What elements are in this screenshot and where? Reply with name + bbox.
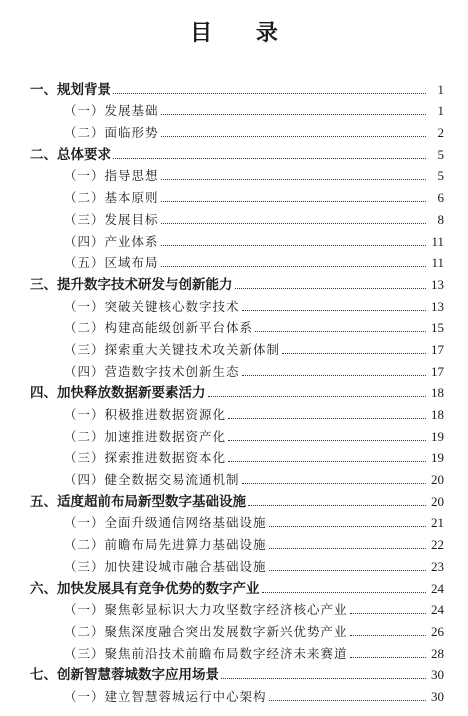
- toc-dot-leader: [161, 244, 426, 246]
- toc-section-entry[interactable]: [0, 336, 468, 358]
- toc-section-entry[interactable]: [0, 358, 468, 380]
- toc-page-number: 22: [431, 537, 444, 553]
- toc-section-entry[interactable]: [0, 510, 468, 532]
- toc-entry-label: （一）聚焦彰显标识大力攻坚数字经济核心产业: [64, 602, 348, 618]
- toc-entry-label: （五）区域布局: [64, 255, 159, 271]
- toc-dot-leader: [208, 395, 427, 397]
- toc-page-number: 24: [431, 602, 444, 618]
- toc-section-entry[interactable]: [0, 184, 468, 206]
- toc-dot-leader: [161, 135, 426, 137]
- toc-entry-label: （二）前瞻布局先进算力基础设施: [64, 537, 267, 553]
- toc-page-number: 6: [437, 190, 444, 206]
- toc-page-number: 18: [431, 385, 444, 401]
- toc-entry-label: （二）构建高能级创新平台体系: [64, 320, 254, 336]
- toc-section-entry[interactable]: [0, 423, 468, 445]
- toc-chapter-entry[interactable]: [0, 380, 468, 402]
- toc-page-number: 5: [437, 168, 444, 184]
- toc-dot-leader: [269, 547, 426, 549]
- toc-entry-label: （一）积极推进数据资源化: [64, 407, 227, 422]
- toc-title: 目 录: [190, 20, 296, 46]
- toc-dot-leader: [113, 92, 426, 94]
- toc-dot-leader: [161, 265, 426, 267]
- toc-chapter-entry[interactable]: [0, 488, 468, 510]
- toc-entry-label: （二）面临形势: [64, 125, 159, 141]
- toc-entry-label: （三）探索推进数据资本化: [64, 450, 227, 466]
- toc-page-number: 17: [431, 363, 444, 379]
- toc-section-entry[interactable]: [0, 315, 468, 337]
- toc-entry-label: （二）加速推进数据资产化: [64, 428, 227, 444]
- toc-entry-label: 四、加快释放数据新要素活力: [30, 385, 206, 402]
- toc-page-number: 1: [437, 81, 444, 97]
- toc-page-number: 20: [431, 493, 444, 509]
- toc-page-number: 21: [431, 515, 444, 531]
- toc-section-entry[interactable]: [0, 98, 468, 120]
- toc-section-entry[interactable]: [0, 401, 468, 423]
- toc-entry-label: （三）发展目标: [64, 211, 159, 227]
- toc-entry-label: 一、规划背景: [30, 81, 111, 98]
- toc-dot-leader: [228, 439, 426, 441]
- toc-chapter-entry[interactable]: [0, 76, 468, 98]
- toc-dot-leader: [242, 482, 426, 484]
- toc-dot-leader: [269, 569, 426, 571]
- toc-chapter-entry[interactable]: [0, 141, 468, 163]
- toc-entry-label: （二）基本原则: [64, 190, 159, 206]
- toc-page-number: 15: [431, 320, 444, 336]
- toc-page-number: 11: [431, 255, 444, 271]
- toc-section-entry[interactable]: [0, 293, 468, 315]
- toc-page-number: 24: [431, 580, 444, 596]
- toc-dot-leader: [161, 200, 426, 202]
- toc-section-entry[interactable]: [0, 618, 468, 640]
- toc-dot-leader: [248, 504, 426, 506]
- toc-entry-label: 七、创新智慧蓉城数字应用场景: [30, 667, 219, 684]
- toc-entry-label: （三）探索重大关键技术攻关新体制: [64, 341, 281, 357]
- toc-entry-label: （四）营造数字技术创新生态: [64, 363, 240, 379]
- toc-page-number: 30: [431, 667, 444, 683]
- toc-page-number: 13: [431, 276, 444, 292]
- toc-entry-label: （四）健全数据交易流通机制: [64, 472, 240, 488]
- toc-dot-leader: [235, 287, 427, 289]
- toc-dot-leader: [161, 178, 426, 180]
- toc-page-number: 5: [437, 146, 444, 162]
- toc-entry-label: 六、加快发展具有竞争优势的数字产业: [30, 580, 260, 597]
- toc-chapter-entry[interactable]: [0, 271, 468, 293]
- toc-dot-leader: [262, 591, 427, 593]
- toc-chapter-entry[interactable]: [0, 575, 468, 597]
- toc-page-number: 13: [431, 298, 444, 314]
- toc-page-number: 23: [431, 558, 444, 574]
- toc-page-number: 17: [431, 341, 444, 357]
- toc-dot-leader: [113, 157, 426, 159]
- toc-entry-label: （二）聚焦深度融合突出发展数字新兴优势产业: [64, 623, 348, 639]
- toc-page-number: 19: [431, 450, 444, 466]
- toc-section-entry[interactable]: [0, 466, 468, 488]
- toc-section-entry[interactable]: [0, 250, 468, 272]
- toc-page-number: 2: [437, 125, 444, 141]
- toc-page-number: 1: [437, 103, 444, 119]
- toc-page-number: 30: [431, 688, 444, 704]
- toc-page-number: 19: [431, 428, 444, 444]
- toc-page-number: 26: [431, 623, 444, 639]
- toc-dot-leader: [228, 417, 426, 419]
- toc-page-number: 20: [431, 472, 444, 488]
- toc-section-entry[interactable]: [0, 119, 468, 141]
- toc-section-entry[interactable]: [0, 640, 468, 662]
- toc-dot-leader: [350, 634, 426, 636]
- toc-page-number: 11: [431, 233, 444, 249]
- toc-entry-label: （一）发展基础: [64, 103, 159, 119]
- toc-dot-leader: [242, 309, 426, 311]
- toc-dot-leader: [350, 612, 426, 614]
- toc-dot-leader: [228, 460, 426, 462]
- toc-entry-label: （一）指导思想: [64, 168, 159, 184]
- toc-dot-leader: [269, 699, 426, 701]
- toc-dot-leader: [282, 352, 426, 354]
- toc-section-entry[interactable]: [0, 553, 468, 575]
- toc-page-number: 8: [437, 211, 444, 227]
- toc-dot-leader: [161, 113, 426, 115]
- toc-entry-label: 五、适度超前布局新型数字基础设施: [30, 493, 246, 510]
- toc-entry-label: （三）聚焦前沿技术前瞻布局数字经济未来赛道: [64, 645, 348, 661]
- toc-dot-leader: [350, 656, 426, 658]
- toc-section-entry[interactable]: [0, 228, 468, 250]
- toc-page-number: 18: [431, 407, 444, 422]
- toc-entry-label: 三、提升数字技术研发与创新能力: [30, 276, 233, 293]
- toc-dot-leader: [269, 525, 426, 527]
- toc-list: [0, 76, 468, 705]
- toc-page-number: 28: [431, 645, 444, 661]
- toc-dot-leader: [221, 677, 426, 679]
- toc-chapter-entry[interactable]: [0, 662, 468, 684]
- toc-entry-label: （一）建立智慧蓉城运行中心架构: [64, 688, 267, 704]
- toc-section-entry[interactable]: [0, 597, 468, 619]
- toc-section-entry[interactable]: [0, 531, 468, 553]
- toc-section-entry[interactable]: [0, 163, 468, 185]
- toc-entry-label: （一）全面升级通信网络基础设施: [64, 515, 267, 531]
- toc-entry-label: 二、总体要求: [30, 146, 111, 163]
- toc-entry-label: （四）产业体系: [64, 233, 159, 249]
- toc-entry-label: （一）突破关键核心数字技术: [64, 298, 240, 314]
- toc-entry-label: （三）加快建设城市融合基础设施: [64, 558, 267, 574]
- toc-dot-leader: [255, 330, 426, 332]
- toc-dot-leader: [161, 222, 426, 224]
- toc-section-entry[interactable]: [0, 683, 468, 705]
- toc-section-entry[interactable]: [0, 206, 468, 228]
- toc-dot-leader: [242, 374, 426, 376]
- toc-section-entry[interactable]: [0, 445, 468, 467]
